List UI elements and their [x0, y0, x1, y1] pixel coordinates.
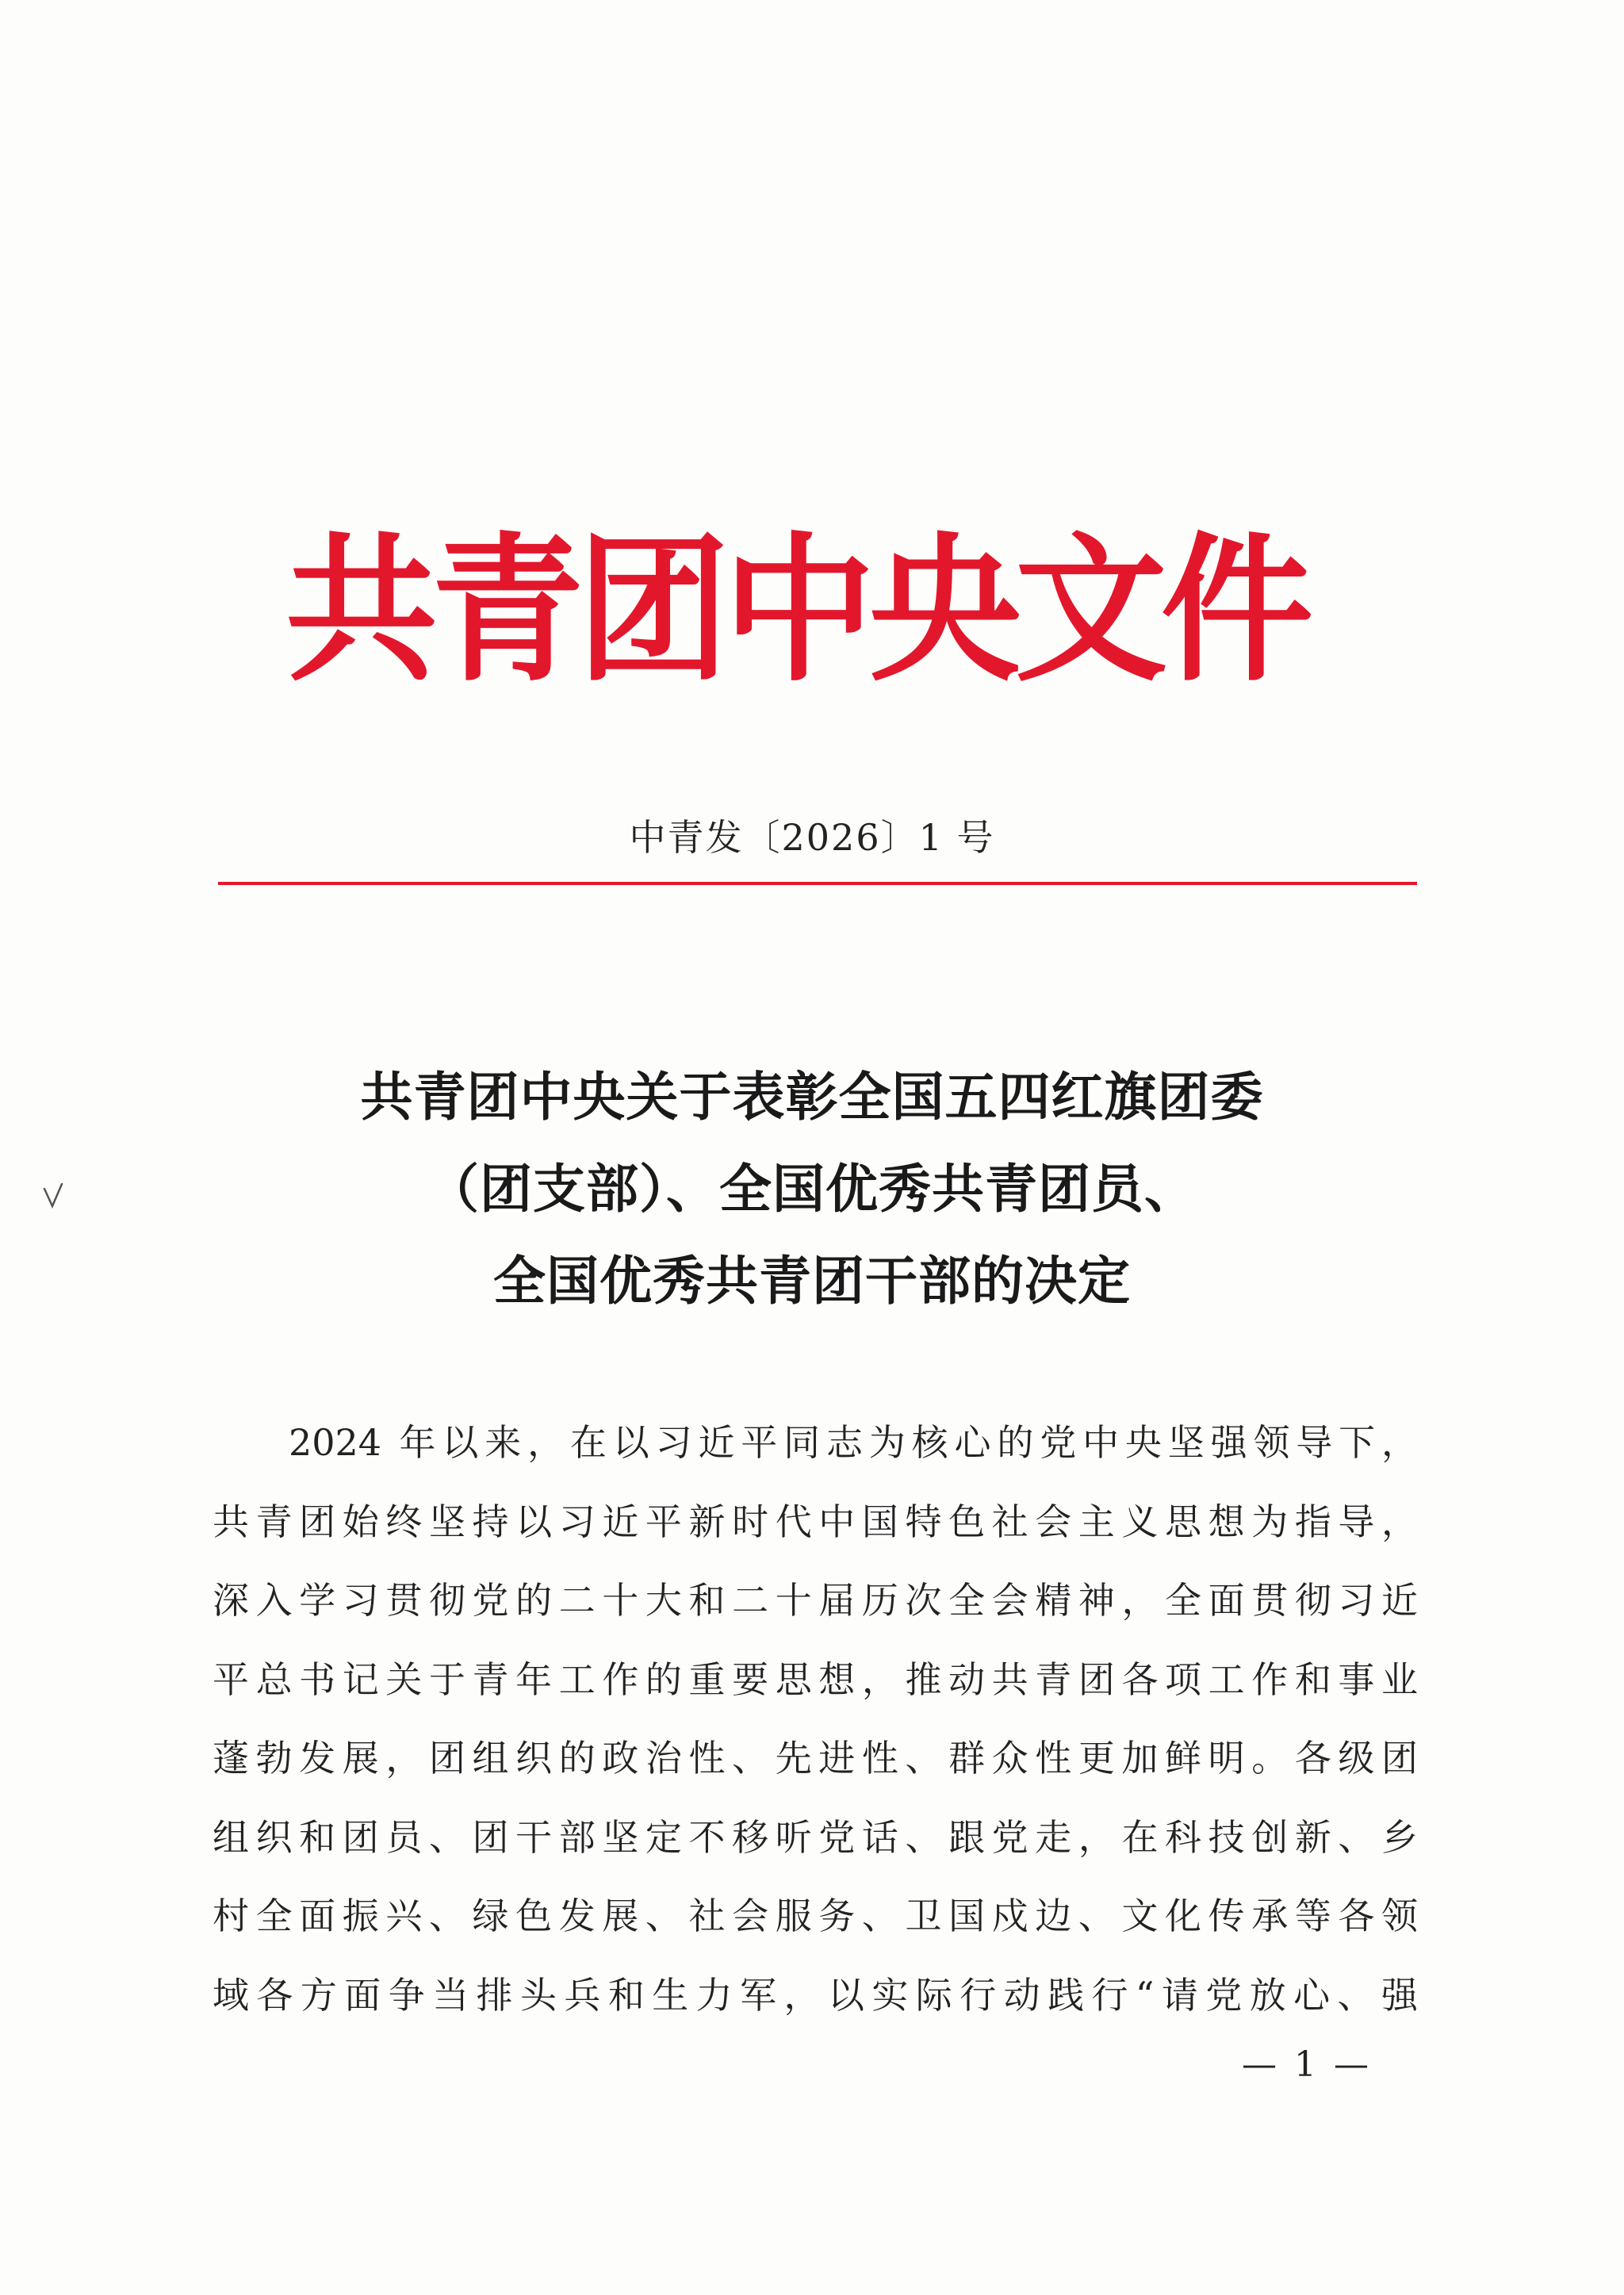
masthead-title	[285, 517, 1313, 703]
body-line: 深入学习贯彻党的二十大和二十届历次全会精神，全面贯彻习近	[213, 1579, 1418, 1622]
body-line: 域各方面争当排头兵和生力军，以实际行动践行“请党放心、强	[213, 1973, 1418, 2017]
page-number: — 1 —	[1242, 2044, 1372, 2085]
masthead-char: 中	[722, 517, 875, 703]
body-line: 蓬勃发展，团组织的政治性、先进性、群众性更加鲜明。各级团	[213, 1737, 1418, 1780]
masthead-char: 共	[285, 517, 439, 703]
masthead-char: 央	[868, 517, 1021, 703]
body-line: 村全面振兴、绿色发展、社会服务、卫国戍边、文化传承等各领	[213, 1895, 1418, 1937]
title-line: 共青团中央关于表彰全国五四红旗团委	[360, 1066, 1264, 1128]
masthead-char: 件	[1160, 517, 1313, 703]
body-paragraph	[213, 1404, 1418, 2035]
title-line: 全国优秀共青团干部的决定	[493, 1250, 1131, 1312]
document-number: 中青发〔2026〕1 号	[629, 816, 995, 859]
body-line: 2024 年以来，在以习近平同志为核心的党中央坚强领导下，	[289, 1421, 1418, 1464]
document-title	[0, 1051, 1624, 1327]
masthead-char: 青	[431, 517, 584, 703]
body-line: 组织和团员、团干部坚定不移听党话、跟党走，在科技创新、乡	[213, 1815, 1418, 1859]
masthead-char: 文	[1014, 517, 1167, 703]
masthead-char: 团	[576, 517, 730, 703]
red-divider-line	[218, 882, 1417, 885]
body-line: 平总书记关于青年工作的重要思想，推动共青团各项工作和事业	[213, 1657, 1418, 1701]
title-line: （团支部）、全国优秀共青团员、	[427, 1158, 1197, 1220]
body-line: 共青团始终坚持以习近平新时代中国特色社会主义思想为指导，	[213, 1500, 1418, 1543]
